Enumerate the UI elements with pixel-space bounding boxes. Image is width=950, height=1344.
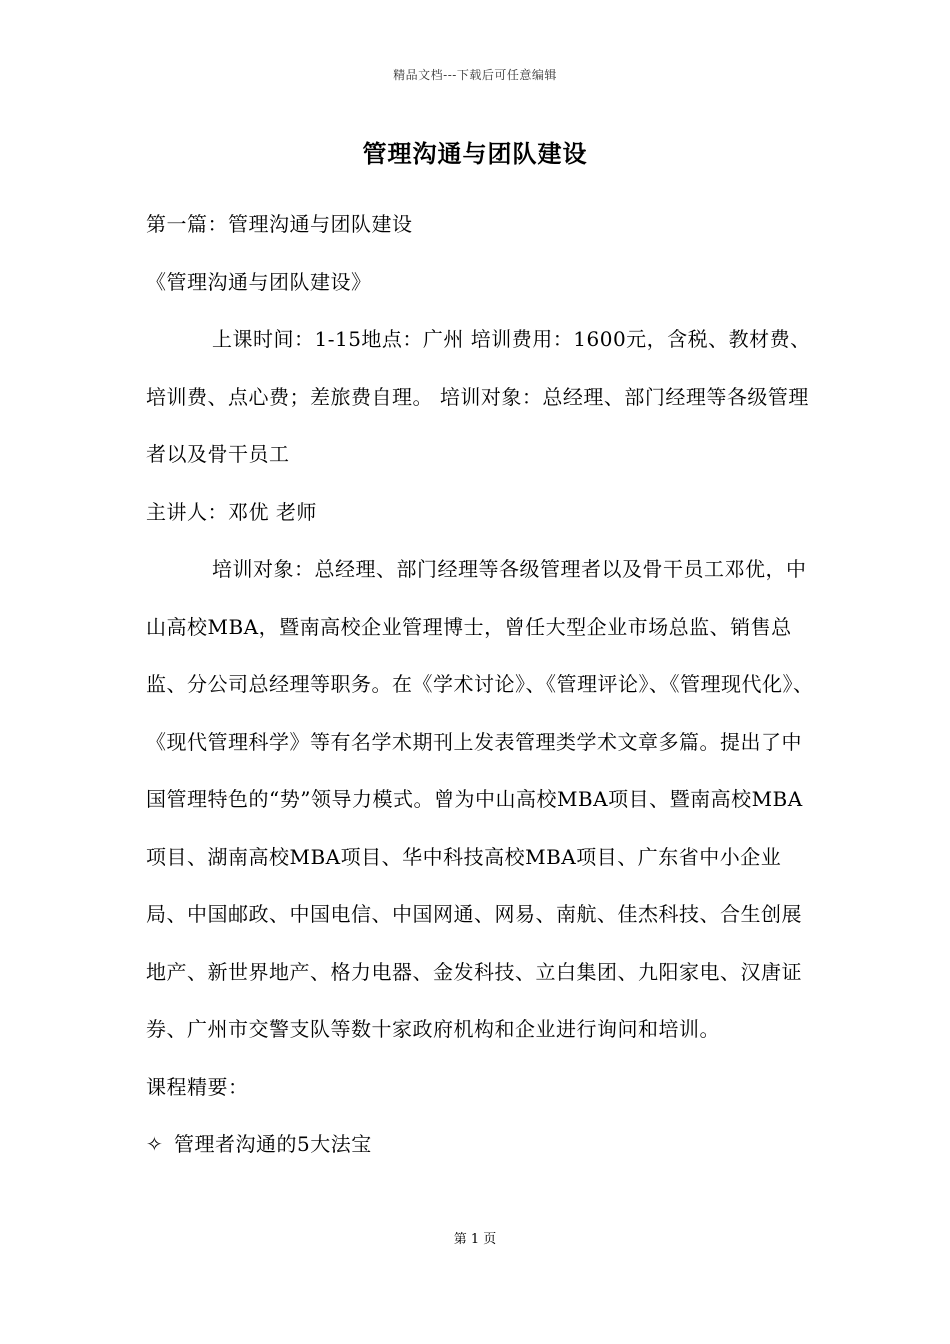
course-info-paragraph: 上课时间：1-15地点：广州 培训费用：1600元，含税、教材费、培训费、点心费；差旅费自理。 培训对象：总经理、部门经理等各级管理者以及骨干员工 <box>146 327 811 466</box>
bullet-item-text: 管理者沟通的5大法宝 <box>174 1132 372 1156</box>
document-body <box>146 196 821 1174</box>
lecturer-line: 主讲人：邓优 老师 <box>146 499 317 524</box>
page-number: 第 1 页 <box>453 1232 497 1247</box>
page-header-note: 精品文档---下载后可任意编辑 <box>393 68 557 82</box>
lecturer-bio-paragraph: 培训对象：总经理、部门经理等各级管理者以及骨干员工邓优，中山高校MBA，暨南高校企业管理博士，曾任大型企业市场总监、销售总监、分公司总经理等职务。在《学术讨论》、《管理评论》、《管理现代化》、《现代管理科学》等有名学术期刊上发表管理类学术文章多篇。提出了中国管理特色的“势”领导力模式。曾为中山高校MBA项目、暨南高校MBA项目、湖南高校MBA项目、华中科技高校MBA项目、广东省中小企业局、中国邮政、中国电信、中国网通、网易、南航、佳杰科技、合生创展地产、新世界地产、格力电器、金发科技、立白集团、九阳家电、汉唐证券、广州市交警支队等数十家政府机构和企业进行询问和培训。 <box>146 557 814 1041</box>
diamond-bullet-icon: ✧ <box>146 1132 164 1156</box>
section-heading: 第一篇：管理沟通与团队建设 <box>146 212 413 236</box>
bullet-list-item <box>146 1116 821 1174</box>
course-summary-label: 课程精要： <box>146 1074 249 1099</box>
book-title: 《管理沟通与团队建设》 <box>146 269 372 294</box>
document-title: 管理沟通与团队建设 <box>362 139 588 168</box>
